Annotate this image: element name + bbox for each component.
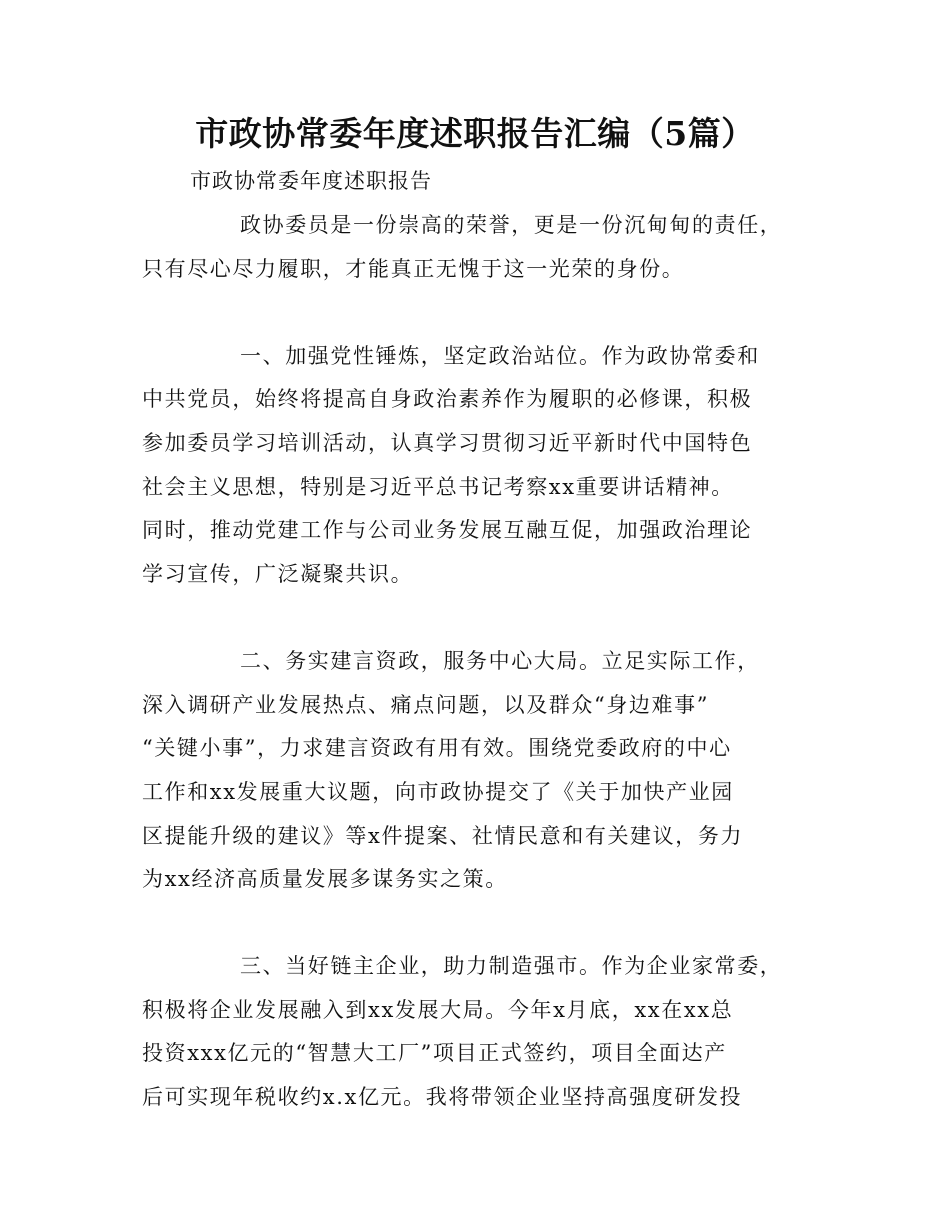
section1-line: 参加委员学习培训活动，认真学习贯彻习近平新时代中国特色 <box>142 431 753 455</box>
section2-line: 区提能升级的建议》等x件提案、社情民意和有关建议，务力 <box>142 824 744 848</box>
section3-line: 三、当好链主企业，助力制造强市。作为企业家常委， <box>240 954 783 978</box>
section1-line: 一、加强党性锤炼，坚定政治站位。作为政协常委和 <box>240 344 760 368</box>
section3-line: 后可实现年税收约x.x亿元。我将带领企业坚持高强度研发投 <box>142 1085 743 1109</box>
section2-line: 为xx经济高质量发展多谋务实之策。 <box>142 867 508 891</box>
section1-line: 同时，推动党建工作与公司业务发展互融互促，加强政治理论 <box>142 518 753 542</box>
section3-line: 积极将企业发展融入到xx发展大局。今年x月底，xx在xx总 <box>142 998 734 1022</box>
section2-line: 二、务实建言资政，服务中心大局。立足实际工作， <box>240 649 760 673</box>
section2-line: 工作和xx发展重大议题，向市政协提交了《关于加快产业园 <box>142 780 734 804</box>
section1-line: 社会主义思想，特别是习近平总书记考察xx重要讲话精神。 <box>142 475 734 499</box>
section2-line: 深入调研产业发展热点、痛点问题，以及群众“身边难事” <box>142 693 710 717</box>
intro-line: 政协委员是一份崇高的荣誉，更是一份沉甸甸的责任， <box>240 213 783 237</box>
section2-line: “关键小事”，力求建言资政有用有效。围绕党委政府的中心 <box>142 736 732 760</box>
document-title: 市政协常委年度述职报告汇编（5篇） <box>195 114 755 153</box>
section1-line: 学习宣传，广泛凝聚共识。 <box>142 562 414 586</box>
section1-line: 中共党员，始终将提高自身政治素养作为履职的必修课，积极 <box>142 387 753 411</box>
document-subtitle: 市政协常委年度述职报告 <box>190 169 432 193</box>
intro-line: 只有尽心尽力履职，才能真正无愧于这一光荣的身份。 <box>142 257 685 281</box>
section3-line: 投资xxx亿元的“智慧大工厂”项目正式签约，项目全面达产 <box>142 1041 727 1065</box>
